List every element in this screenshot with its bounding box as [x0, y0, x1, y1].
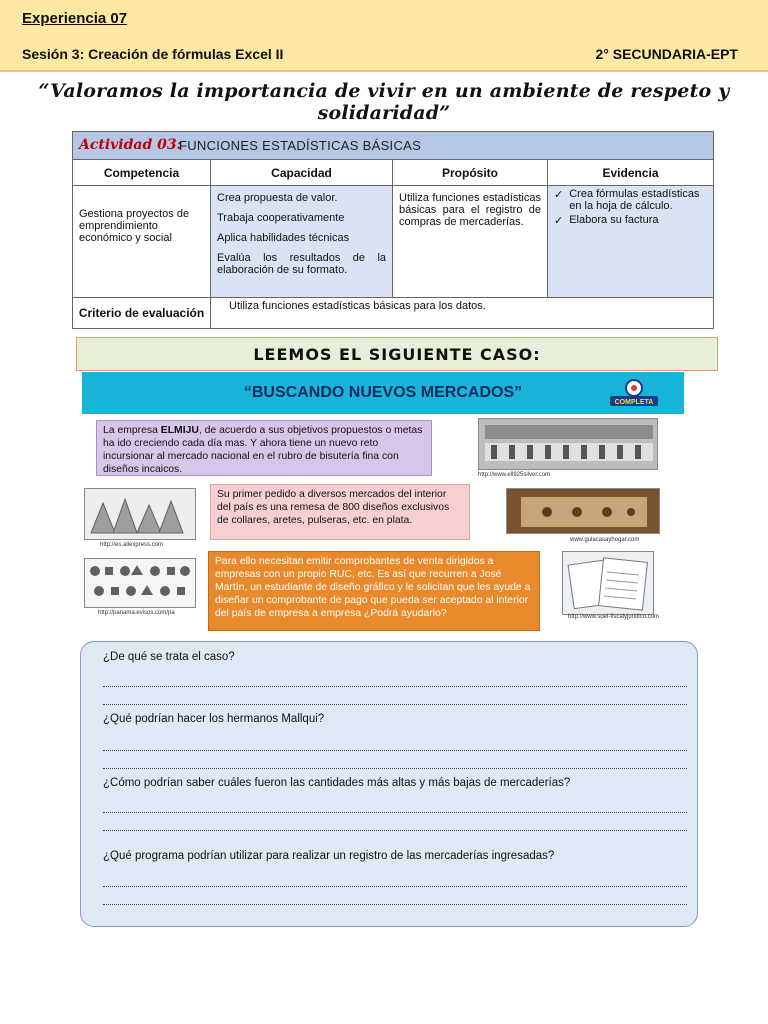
question-4: ¿Qué programa podrían utilizar para realizar un registro de las mercaderías ingresadas?: [103, 850, 555, 862]
grade-label: 2° SECUNDARIA-EPT: [595, 46, 738, 62]
competencia-text: Gestiona proyectos de emprendimiento económico y social: [79, 208, 190, 244]
image-caption: http://www.soel-fiscalyjuridico.com: [568, 614, 660, 620]
question-2: ¿Qué podrían hacer los hermanos Mallqui?: [103, 713, 325, 725]
checkmark-icon: ✓: [554, 215, 564, 227]
capacidad-item: Evalúa los resultados de la elaboración de su formato.: [217, 252, 386, 276]
question-1: ¿De qué se trata el caso?: [103, 651, 235, 663]
session-title: Sesión 3: Creación de fórmulas Excel II: [22, 46, 284, 62]
receipts-image: [562, 551, 654, 615]
triangle-pendants-image: [84, 488, 196, 540]
answer-line[interactable]: [103, 686, 687, 687]
image-caption: www.guiacasayhogar.com: [570, 537, 640, 543]
activity-table: [72, 131, 714, 329]
image-caption: http://panama.evisos.com/pa: [98, 610, 175, 616]
case-paragraph-1: [96, 420, 432, 476]
questions-panel: [80, 641, 698, 927]
capacidad-item: Aplica habilidades técnicas: [217, 232, 350, 244]
evidencia-item: [554, 188, 707, 212]
col-competencia: Competencia: [73, 160, 211, 186]
answer-line[interactable]: [103, 886, 687, 887]
question-3: ¿Cómo podrían saber cuáles fueron las cantidades más altas y más bajas de mercaderías?: [103, 777, 571, 789]
experience-title: Experiencia 07: [22, 10, 128, 27]
col-capacidad: Capacidad: [211, 160, 393, 186]
capacidad-item: Trabaja cooperativamente: [217, 212, 345, 224]
brand-name: ELMIJU: [160, 425, 199, 436]
case-paragraph-2: [210, 484, 470, 540]
jewelry-display-image: [478, 418, 658, 470]
activity-header: [73, 132, 713, 160]
proposito-cell: [393, 186, 548, 298]
answer-line[interactable]: [103, 768, 687, 769]
image-caption: http://es.aliexpress.com: [100, 542, 164, 548]
col-evidencia: Evidencia: [548, 160, 713, 186]
paragraph1-start: La empresa: [103, 425, 161, 436]
paragraph1-end: , de acuerdo a sus objetivos propuestos o metas ha ido creciendo cada día mas. Y ahora tiene un nuevo reto incursionar al mercado nacional en el rubro de bisutería fina con diseños incaicos.: [103, 425, 423, 475]
answer-line[interactable]: [103, 830, 687, 831]
answer-line[interactable]: [103, 704, 687, 705]
activity-name: FUNCIONES ESTADÍSTICAS BÁSICAS: [179, 138, 422, 153]
competencia-cell: [73, 186, 211, 298]
read-case-banner: LEEMOS EL SIGUIENTE CASO:: [76, 337, 718, 371]
col-proposito: Propósito: [393, 160, 548, 186]
jewelry-box-image: [506, 488, 660, 534]
evidencia-cell: [548, 186, 713, 298]
evidencia-item: [554, 214, 707, 227]
answer-line[interactable]: [103, 812, 687, 813]
proposito-text: Utiliza funciones estadísticas básicas para el registro de compras de mercaderías.: [399, 192, 541, 228]
criterio-label: Criterio de evaluación: [73, 298, 211, 328]
criterio-text: Utiliza funciones estadísticas básicas para los datos.: [229, 300, 486, 312]
logo-text: COMPLETA: [614, 399, 654, 406]
evidencia-text: Crea fórmulas estadísticas en la hoja de cálculo.: [569, 188, 700, 212]
capacidad-cell: [211, 186, 393, 298]
paragraph3-text: Para ello necesitan emitir comprobantes de venta dirigidos a empresas con un propio RUC, etc. Es así que recurren a José Martín, un estudiante de diseño gráfico y le solicitan que les ayude a diseñar un comprobante de pago que pueda ser aceptado al interior del país de empresa a empresa ¿Podrá ayudarlo?: [215, 556, 531, 619]
case-paragraph-3: [208, 551, 540, 631]
answer-line[interactable]: [103, 750, 687, 751]
capacidad-item: Crea propuesta de valor.: [217, 192, 338, 204]
header-band: [0, 0, 768, 72]
silver-charms-image: [84, 558, 196, 608]
activity-label: Actividad 03:: [79, 137, 182, 153]
case-title-text: “BUSCANDO NUEVOS MERCADOS”: [243, 384, 523, 401]
answer-line[interactable]: [103, 904, 687, 905]
motto: “Valoramos la importancia de vivir en un ambiente de respeto y solidaridad”: [38, 80, 730, 124]
case-title: [82, 372, 684, 414]
completa-logo-icon: [606, 376, 662, 408]
image-caption: http://www.ell925silver.com: [478, 472, 551, 478]
paragraph2-text: Su primer pedido a diversos mercados del interior del país es una remesa de 800 diseños exclusivos de collares, aretes, pulseras, etc. en plata.: [217, 489, 450, 526]
checkmark-icon: ✓: [554, 189, 564, 201]
evidencia-text: Elabora su factura: [569, 214, 659, 226]
